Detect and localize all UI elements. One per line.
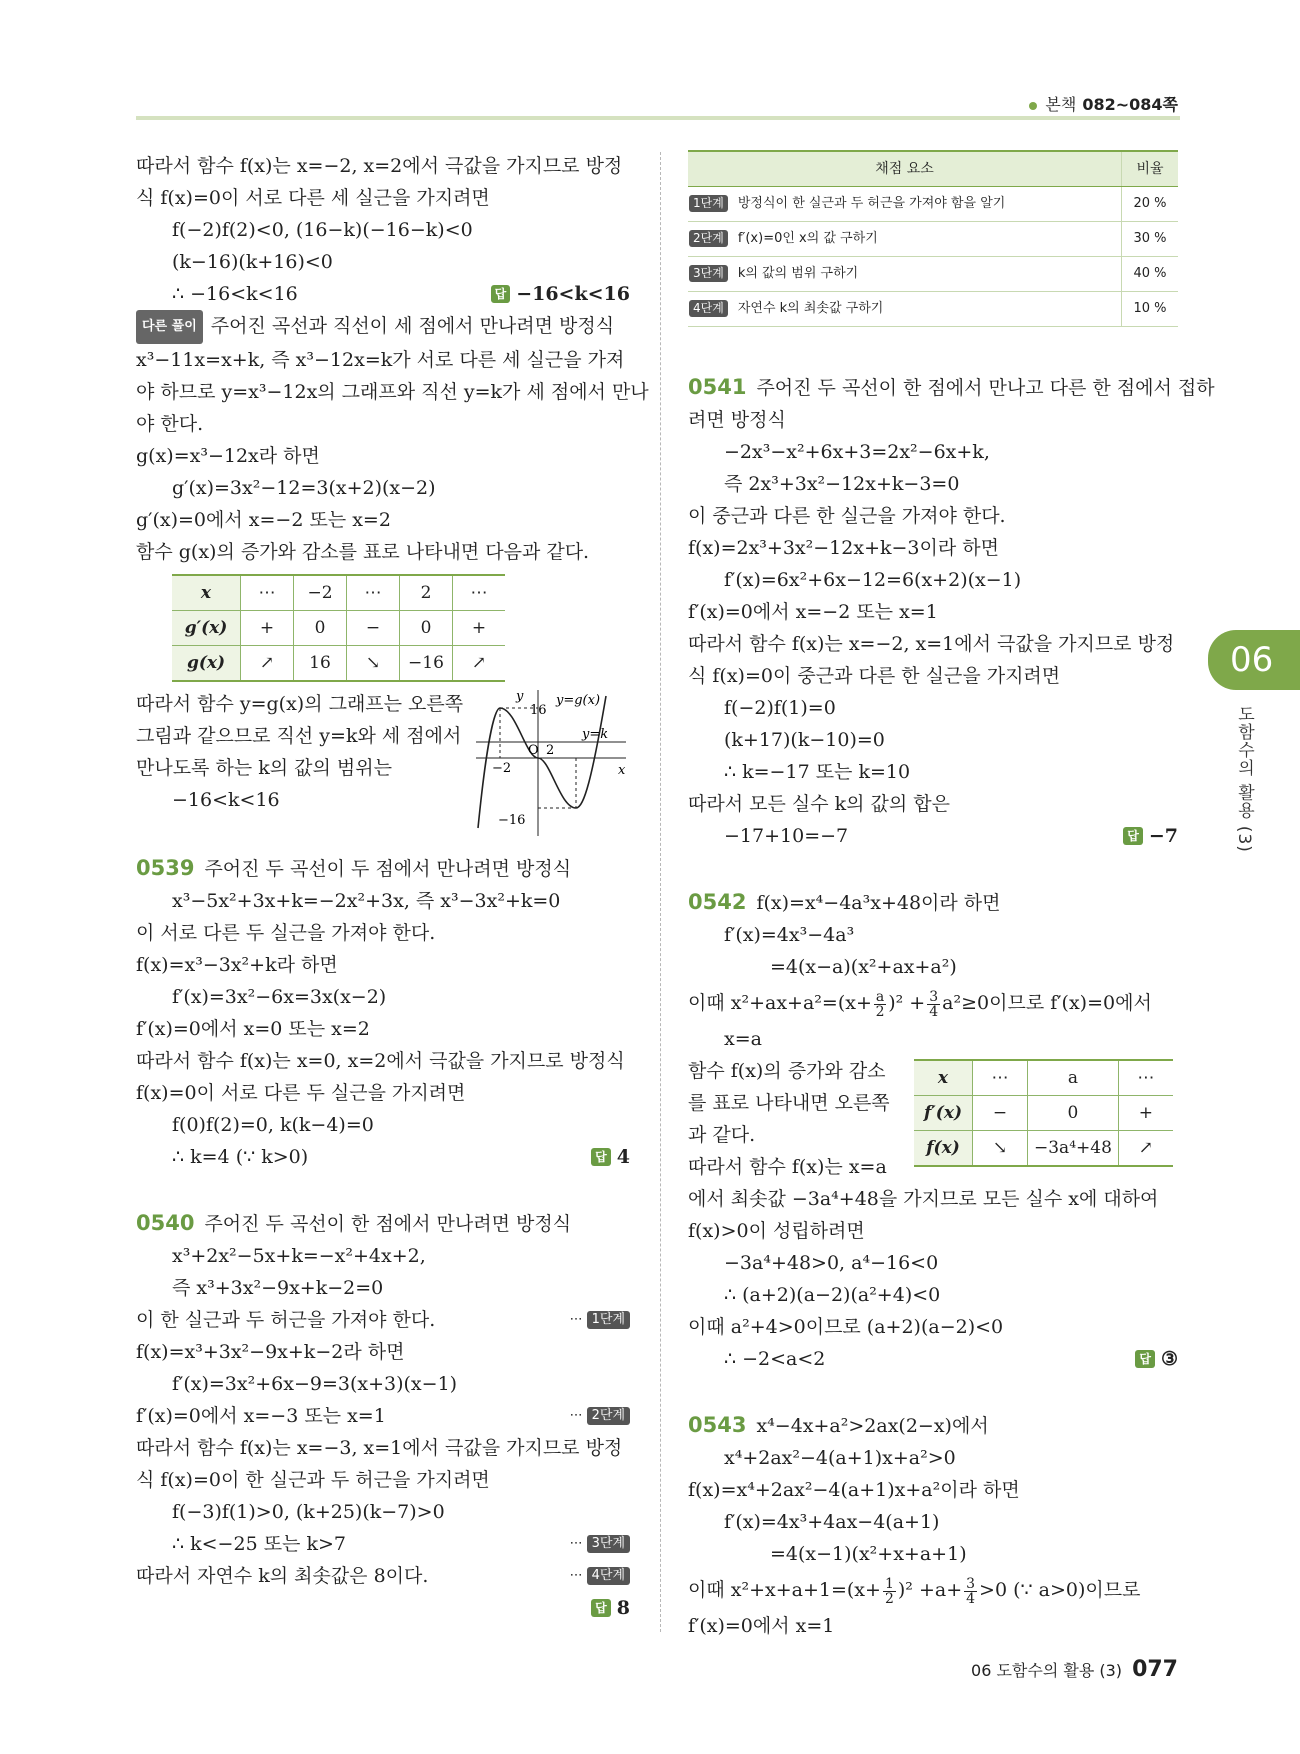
text-line: 이 중근과 다른 한 실근을 가져야 한다.: [688, 505, 1006, 527]
grading-item: [688, 187, 1122, 222]
fraction-numerator: 3: [929, 988, 939, 1005]
math-part: 이때 x²+x+a+1=(x+: [688, 1579, 881, 1601]
table-row: [172, 575, 505, 611]
grading-table: [688, 150, 1178, 327]
math-part: )² +: [888, 992, 926, 1014]
table-cell: 2: [400, 575, 453, 611]
table-header-row: [688, 151, 1178, 187]
math-line: ∴ k=−17 또는 k=10: [724, 761, 911, 783]
page-footer: [971, 1657, 1178, 1682]
problem-0540-heading: [136, 1207, 630, 1240]
math-line: x³−5x²+3x+k=−2x²+3x, 즉 x³−3x²+k=0: [172, 890, 561, 912]
graph-section: [136, 688, 630, 828]
right-column: [688, 150, 1215, 1642]
tick-2: 2: [546, 743, 555, 758]
text-line: 주어진 두 곡선이 한 점에서 만나려면 방정식: [204, 1213, 572, 1235]
bullet-icon: [1029, 102, 1037, 110]
answer-value: 4: [616, 1146, 630, 1168]
answer-540: [591, 1592, 630, 1624]
text-line: 따라서 함수 f(x)는 x=0, x=2에서 극값을 가지므로 방정식: [136, 1050, 625, 1072]
problem-0541-heading: [688, 371, 1215, 404]
answer-value: −7: [1148, 825, 1178, 847]
problem-0542-heading: [688, 886, 1178, 919]
step-badge: 3단계: [587, 1535, 630, 1553]
math-line: 즉 x³+3x²−9x+k−2=0: [172, 1277, 384, 1299]
text-line: 식 f(x)=0이 중근과 다른 한 실근을 가지려면: [688, 665, 1061, 687]
table-cell: ↘: [347, 646, 400, 682]
table-row: [172, 646, 505, 682]
page-range: 082~084쪽: [1082, 95, 1178, 114]
text-line: g(x)=x³−12x라 하면: [136, 445, 320, 467]
text-line: 따라서 모든 실수 k의 값의 합은: [688, 793, 950, 815]
text-line: 따라서 함수 f(x)는 x=−3, x=1에서 극값을 가지므로 방정: [136, 1437, 623, 1459]
answer-tag: 답: [491, 285, 511, 303]
answer-value: ③: [1160, 1348, 1178, 1370]
chapter-side-title: 도함수의 활용 (3): [1234, 705, 1254, 853]
table-cell: a: [1028, 1060, 1119, 1096]
answer-value: 8: [616, 1597, 630, 1619]
text-line: x³−11x=x+k, 즉 x³−12x=k가 서로 다른 세 실근을 가져: [136, 349, 625, 371]
fraction-denominator: 2: [884, 1590, 894, 1607]
increase-decrease-table-f: [914, 1059, 1173, 1167]
text-line: 주어진 곡선과 직선이 세 점에서 만나려면 방정식: [210, 315, 615, 337]
text-line: 그림과 같으므로 직선 y=k와 세 점에서: [136, 725, 462, 747]
text-line: 를 표로 나타내면 오른쪽: [688, 1092, 890, 1114]
math-line: f(−2)f(2)<0, (16−k)(−16−k)<0: [172, 219, 473, 241]
table-cell: f′(x): [914, 1096, 973, 1131]
table-cell: −: [347, 611, 400, 646]
math-part: >0 (∵ a>0)이므로: [979, 1579, 1141, 1601]
fraction-denominator: 4: [966, 1590, 976, 1607]
step-badge: 2단계: [587, 1407, 630, 1425]
text-line: f′(x)=0에서 x=−2 또는 x=1: [688, 601, 938, 623]
answer-line: [688, 820, 1178, 852]
table-cell: ⋯: [973, 1060, 1028, 1096]
grading-item: [688, 257, 1122, 292]
table-cell: ↗: [241, 646, 294, 682]
fraction: [927, 990, 940, 1019]
text-line: 이때 a²+4>0이므로 (a+2)(a−2)<0: [688, 1316, 1004, 1338]
text-line: 이 한 실근과 두 허근을 가져야 한다.: [136, 1309, 436, 1331]
table-cell: +: [453, 611, 506, 646]
table-header: 비율: [1122, 151, 1179, 187]
mini-table-holder: [914, 1059, 1173, 1167]
fraction-denominator: 4: [929, 1003, 939, 1020]
step-badge: 3단계: [689, 265, 728, 282]
table-row: [688, 257, 1178, 292]
book-reference: [1029, 92, 1178, 115]
table-cell: 0: [294, 611, 347, 646]
answer-line: [136, 278, 630, 310]
text-line: 식 f(x)=0이 한 실근과 두 허근을 가지려면: [136, 1469, 490, 1491]
table-cell: +: [241, 611, 294, 646]
table-cell: 0: [1028, 1096, 1119, 1131]
fraction-numerator: a: [875, 988, 885, 1005]
step-line: [136, 1528, 630, 1560]
answer-538: [491, 278, 630, 310]
step-badge: 1단계: [587, 1311, 630, 1329]
table-cell: −16: [400, 646, 453, 682]
math-line: −17+10=−7: [724, 825, 849, 847]
mini-table-text: [688, 1055, 898, 1183]
line-label: y=k: [582, 727, 609, 742]
text-line: 려면 방정식: [688, 409, 786, 431]
header-rule: [136, 116, 1180, 120]
table-row: [688, 222, 1178, 257]
grading-ratio: 20 %: [1122, 187, 1179, 222]
math-line: (k−16)(k+16)<0: [172, 251, 333, 273]
step-badge: 1단계: [689, 195, 728, 212]
math-line: ∴ k=4 (∵ k>0): [172, 1146, 309, 1168]
step-badge: 4단계: [587, 1567, 630, 1585]
text-line: 에서 최솟값 −3a⁴+48을 가지므로 모든 실수 x에 대하여: [688, 1188, 1159, 1210]
math-line: x=a: [724, 1028, 762, 1050]
problem-number: 0542: [688, 890, 747, 914]
step-line: [136, 1400, 630, 1432]
step-marker: ⋯ 1단계: [570, 1304, 630, 1336]
answer-541: [1123, 820, 1178, 852]
text-line: 이 서로 다른 두 실근을 가져야 한다.: [136, 922, 436, 944]
axis-label-x: x: [618, 763, 626, 778]
book-label: 본책: [1045, 95, 1077, 114]
text-line: 따라서 함수 f(x)는 x=a: [688, 1156, 887, 1178]
answer-line: [688, 1343, 1178, 1375]
text-line: f′(x)=0에서 x=0 또는 x=2: [136, 1018, 370, 1040]
table-cell: g(x): [172, 646, 241, 682]
cubic-graph: [476, 688, 630, 838]
step-badge: 2단계: [689, 230, 728, 247]
text-line: 야 하므로 y=x³−12x의 그래프와 직선 y=k가 세 점에서 만나: [136, 381, 649, 403]
table-cell: x: [914, 1060, 973, 1096]
grading-ratio: 10 %: [1122, 292, 1179, 327]
math-part: )² +a+: [897, 1579, 963, 1601]
table-cell: ⋯: [241, 575, 294, 611]
math-line: f′(x)=6x²+6x−12=6(x+2)(x−1): [724, 569, 1022, 591]
chapter-tab-number: 06: [1230, 640, 1274, 680]
problem-number: 0543: [688, 1413, 747, 1437]
table-cell: g′(x): [172, 611, 241, 646]
math-line: ∴ (a+2)(a−2)(a²+4)<0: [724, 1284, 941, 1306]
answer-tag: 답: [1123, 827, 1143, 845]
table-cell: −2: [294, 575, 347, 611]
math-line: f(−3)f(1)>0, (k+25)(k−7)>0: [172, 1501, 445, 1523]
text-line: g′(x)=0에서 x=−2 또는 x=2: [136, 509, 391, 531]
text-line: f(x)=x⁴−4a³x+48이라 하면: [756, 892, 1001, 914]
answer-value: −16<k<16: [516, 283, 630, 305]
table-cell: ⋯: [453, 575, 506, 611]
text-line: 따라서 함수 f(x)는 x=−2, x=1에서 극값을 가지므로 방정: [688, 633, 1175, 655]
math-line: −16<k<16: [172, 789, 280, 811]
answer-tag: 답: [591, 1148, 611, 1166]
text-line: 따라서 자연수 k의 최솟값은 8이다.: [136, 1565, 429, 1587]
text-line: f(x)=x³−3x²+k라 하면: [136, 954, 338, 976]
table-cell: 0: [400, 611, 453, 646]
fraction-numerator: 1: [884, 1575, 894, 1592]
table-row: [914, 1096, 1173, 1131]
math-line: [688, 983, 1178, 1023]
text-line: f(x)=x³+3x²−9x+k−2라 하면: [136, 1341, 405, 1363]
alt-solution-line: [136, 310, 630, 344]
grading-text: 자연수 k의 최솟값 구하기: [737, 301, 884, 316]
text-line: 함수 f(x)의 증가와 감소: [688, 1060, 886, 1082]
graph-explanation: [136, 688, 464, 816]
fraction: [883, 1577, 896, 1606]
tick-16: 16: [530, 703, 547, 718]
answer-line: [136, 1141, 630, 1173]
text-line: 과 같다.: [688, 1124, 756, 1146]
step-marker: ⋯ 3단계: [570, 1528, 630, 1560]
text-line: 함수 g(x)의 증가와 감소를 표로 나타내면 다음과 같다.: [136, 541, 590, 563]
grading-ratio: 40 %: [1122, 257, 1179, 292]
math-line: [688, 1570, 1178, 1610]
table-row: [914, 1131, 1173, 1167]
text-line: f′(x)=0에서 x=−3 또는 x=1: [136, 1405, 386, 1427]
table-header: 채점 요소: [688, 151, 1122, 187]
column-divider: [660, 152, 662, 1632]
text-line: 주어진 두 곡선이 한 점에서 만나고 다른 한 점에서 접하: [756, 377, 1215, 399]
answer-tag: 답: [591, 1599, 611, 1617]
math-line: x³+2x²−5x+k=−x²+4x+2,: [172, 1245, 426, 1267]
math-line: −2x³−x²+6x+3=2x²−6x+k,: [724, 441, 990, 463]
math-line: =4(x−1)(x²+x+a+1): [770, 1543, 967, 1565]
text-line: f(x)=2x³+3x²−12x+k−3이라 하면: [688, 537, 999, 559]
grading-item: [688, 292, 1122, 327]
answer-tag: 답: [1135, 1350, 1155, 1368]
math-line: f′(x)=3x²+6x−9=3(x+3)(x−1): [172, 1373, 458, 1395]
problem-0539-heading: [136, 852, 630, 885]
step-line: [136, 1560, 630, 1592]
fraction-denominator: 2: [875, 1003, 885, 1020]
table-cell: +: [1118, 1096, 1173, 1131]
problem-number: 0539: [136, 856, 195, 880]
step-line: [136, 1304, 630, 1336]
page-number: 077: [1132, 1657, 1178, 1682]
table-row: [914, 1060, 1173, 1096]
table-row: [688, 187, 1178, 222]
step-marker: ⋯ 2단계: [570, 1400, 630, 1432]
text-line: 따라서 함수 f(x)는 x=−2, x=2에서 극값을 가지므로 방정: [136, 155, 623, 177]
problem-number: 0541: [688, 375, 747, 399]
alt-solution-badge: 다른 풀이: [136, 310, 203, 344]
grading-item: [688, 222, 1122, 257]
table-cell: ⋯: [1118, 1060, 1173, 1096]
problem-0543-heading: [688, 1409, 1178, 1442]
math-line: f′(x)=3x²−6x=3x(x−2): [172, 986, 387, 1008]
table-cell: 16: [294, 646, 347, 682]
math-part: a²≥0이므로 f′(x)=0에서: [942, 992, 1152, 1014]
table-cell: −: [973, 1096, 1028, 1131]
math-line: f(0)f(2)=0, k(k−4)=0: [172, 1114, 374, 1136]
tick-m16: −16: [498, 813, 526, 828]
table-cell: x: [172, 575, 241, 611]
math-line: ∴ −16<k<16: [172, 283, 298, 305]
axis-label-y: y: [516, 689, 524, 704]
grading-text: 방정식이 한 실근과 두 허근을 가져야 함을 알기: [737, 196, 1006, 211]
table-cell: ↗: [1118, 1131, 1173, 1167]
fraction: [964, 1577, 977, 1606]
math-line: =4(x−a)(x²+ax+a²): [770, 956, 957, 978]
grading-text: k의 값의 범위 구하기: [737, 266, 859, 281]
grading-text: f′(x)=0인 x의 값 구하기: [737, 231, 878, 246]
answer-539: [591, 1141, 630, 1173]
text-line: f(x)=0이 서로 다른 두 실근을 가지려면: [136, 1082, 466, 1104]
curve-label: y=g(x): [556, 693, 601, 708]
math-line: f(−2)f(1)=0: [724, 697, 836, 719]
table-cell: −3a⁴+48: [1028, 1131, 1119, 1167]
math-line: f′(x)=4x³−4a³: [724, 924, 855, 946]
grading-ratio: 30 %: [1122, 222, 1179, 257]
answer-542: [1135, 1343, 1178, 1375]
tick-m2: −2: [492, 761, 512, 776]
step-marker: ⋯ 4단계: [570, 1560, 630, 1592]
text-line: f(x)=x⁴+2ax²−4(a+1)x+a²이라 하면: [688, 1479, 1020, 1501]
table-row: [688, 292, 1178, 327]
math-line: x⁴+2ax²−4(a+1)x+a²>0: [724, 1447, 956, 1469]
left-column: [136, 150, 649, 1624]
footer-chapter: 06 도함수의 활용 (3): [971, 1661, 1123, 1680]
text-line: 야 한다.: [136, 413, 204, 435]
math-line: 즉 2x³+3x²−12x+k−3=0: [724, 473, 960, 495]
table-row: [172, 611, 505, 646]
text-line: 주어진 두 곡선이 두 점에서 만나려면 방정식: [204, 858, 572, 880]
table-cell: f(x): [914, 1131, 973, 1167]
text-line: 만나도록 하는 k의 값의 범위는: [136, 757, 392, 779]
math-line: (k+17)(k−10)=0: [724, 729, 885, 751]
text-line: f′(x)=0에서 x=1: [688, 1615, 835, 1637]
math-part: 이때 x²+ax+a²=(x+: [688, 992, 872, 1014]
text-line: 식 f(x)=0이 서로 다른 세 실근을 가지려면: [136, 187, 490, 209]
mini-table-section: [688, 1055, 1178, 1183]
math-line: f′(x)=4x³+4ax−4(a+1): [724, 1511, 940, 1533]
table-cell: ↗: [453, 646, 506, 682]
math-line: g′(x)=3x²−12=3(x+2)(x−2): [172, 477, 436, 499]
fraction-numerator: 3: [966, 1575, 976, 1592]
math-line: −3a⁴+48>0, a⁴−16<0: [724, 1252, 939, 1274]
table-cell: ⋯: [347, 575, 400, 611]
step-badge: 4단계: [689, 300, 728, 317]
fraction: [874, 990, 886, 1019]
origin-label: O: [528, 743, 539, 758]
table-cell: ↘: [973, 1131, 1028, 1167]
text-line: f(x)>0이 성립하려면: [688, 1220, 865, 1242]
increase-decrease-table-g: [172, 574, 505, 682]
text-line: 따라서 함수 y=g(x)의 그래프는 오른쪽: [136, 693, 464, 715]
problem-number: 0540: [136, 1211, 195, 1235]
text-line: x⁴−4x+a²>2ax(2−x)에서: [756, 1415, 989, 1437]
math-line: ∴ k<−25 또는 k>7: [172, 1533, 346, 1555]
math-line: ∴ −2<a<2: [724, 1348, 826, 1370]
